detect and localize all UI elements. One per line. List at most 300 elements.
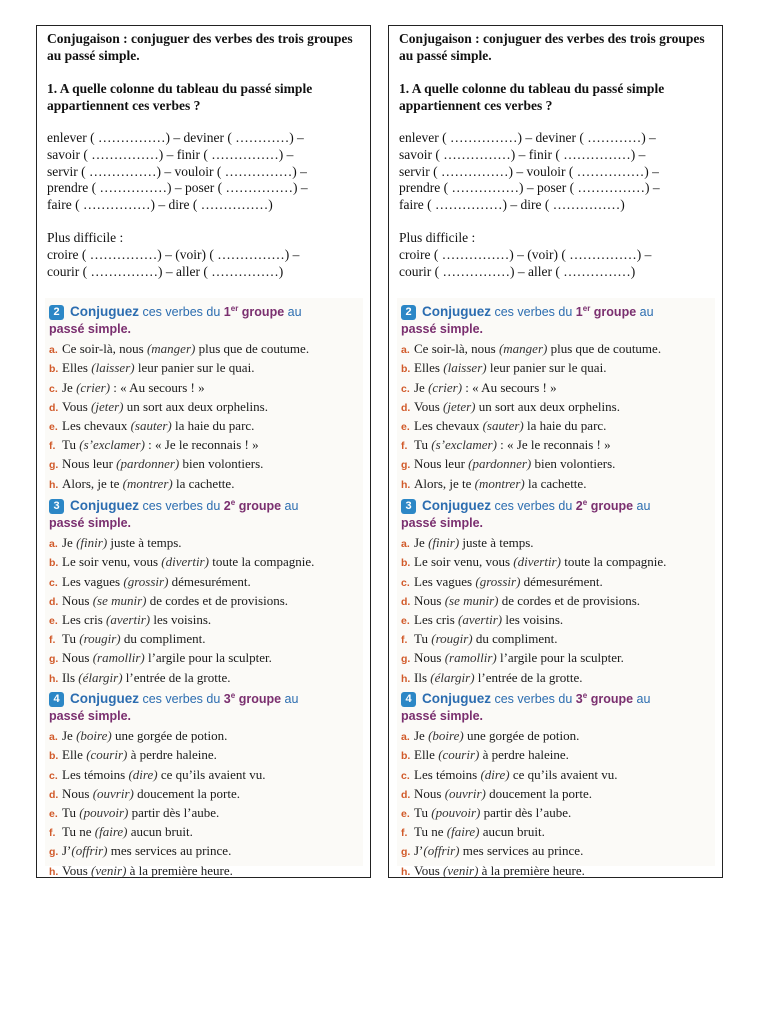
- exercise-4: [49, 687, 359, 881]
- exercise-suffix: au: [639, 305, 654, 320]
- item-text-before: Nous leur: [414, 456, 469, 472]
- item-text-before: Tu: [62, 804, 80, 820]
- item-text-after: la cachette.: [524, 475, 587, 491]
- exercise-keyword: Conjuguez: [70, 691, 139, 707]
- exercise-item: [401, 592, 711, 611]
- item-text-before: Vous: [62, 398, 92, 414]
- exercise-2: [49, 300, 359, 494]
- exercise-heading: [401, 494, 711, 515]
- item-verb: (élargir): [78, 669, 123, 685]
- item-text-after: à perdre haleine.: [127, 747, 217, 763]
- item-text-before: Les témoins: [414, 766, 481, 782]
- item-verb: (avertir): [106, 611, 151, 627]
- item-text-after: une gorgée de potion.: [463, 728, 580, 744]
- item-letter: g.: [401, 846, 411, 859]
- exercise-item: [401, 804, 711, 823]
- item-text-after: doucement la porte.: [485, 785, 593, 801]
- exercises-scan: [397, 298, 715, 878]
- exercise-item: [401, 766, 711, 785]
- item-letter: b.: [49, 557, 59, 570]
- exercise-items: [49, 727, 359, 881]
- exercise-item: [49, 785, 359, 804]
- exercise-item: [401, 455, 711, 474]
- exercise-subtitle: passé simple.: [401, 709, 483, 724]
- hard-section: [47, 230, 362, 280]
- item-text-after: à perdre haleine.: [479, 747, 569, 763]
- exercise-prefix: ces verbes du: [142, 305, 221, 320]
- item-verb: (finir): [76, 535, 108, 551]
- item-text-before: Le soir venu, vous: [62, 554, 162, 570]
- item-letter: f.: [401, 827, 408, 840]
- item-text-after: démesurément.: [520, 573, 603, 589]
- item-text-before: Les cris: [414, 611, 459, 627]
- item-text-before: Vous: [414, 398, 444, 414]
- item-letter: a.: [49, 344, 58, 357]
- exercise-ordinal-sup: e: [230, 498, 236, 507]
- verb-list: [399, 130, 714, 214]
- exercise-item: [49, 842, 359, 861]
- item-verb: (sauter): [130, 417, 172, 433]
- exercise-subtitle: passé simple.: [49, 516, 131, 531]
- item-text-after: ce qu’ils avaient vu.: [157, 766, 266, 782]
- item-text-before: Elle: [414, 747, 439, 763]
- item-letter: h.: [49, 865, 59, 878]
- hard-line: courir ( ……………) – aller ( ……………): [47, 263, 284, 279]
- exercise-suffix: au: [636, 499, 651, 514]
- item-letter: c.: [401, 382, 410, 395]
- item-letter: f.: [401, 440, 408, 453]
- exercise-item: [49, 573, 359, 592]
- exercise-group: groupe: [238, 499, 282, 514]
- item-verb: (pouvoir): [431, 804, 481, 820]
- item-verb: (dire): [128, 766, 158, 782]
- exercise-item: [401, 398, 711, 417]
- item-text-before: Tu: [62, 437, 80, 453]
- exercise-item: [49, 611, 359, 630]
- item-text-after: un sort aux deux orphelins.: [475, 398, 620, 414]
- item-verb: (venir): [443, 862, 479, 878]
- worksheet-header: [399, 30, 714, 280]
- exercise-item: [401, 746, 711, 765]
- item-letter: a.: [401, 344, 410, 357]
- item-text-after: l’entrée de la grotte.: [474, 669, 583, 685]
- exercise-item: [401, 823, 711, 842]
- item-verb: (sauter): [482, 417, 524, 433]
- item-text-before: Nous: [62, 785, 93, 801]
- item-text-before: Nous: [414, 785, 445, 801]
- item-text-before: Je: [414, 535, 429, 551]
- item-text-after: : « Je le reconnais ! »: [144, 437, 259, 453]
- item-text-after: doucement la porte.: [133, 785, 241, 801]
- item-verb: (crier): [76, 379, 111, 395]
- exercise-group: groupe: [241, 305, 285, 320]
- exercise-suffix: au: [287, 305, 302, 320]
- item-text-before: Les vagues: [62, 573, 124, 589]
- item-letter: d.: [401, 595, 411, 608]
- item-text-after: mes services au prince.: [107, 843, 232, 859]
- item-text-before: Tu ne: [414, 824, 447, 840]
- item-text-after: la haie du parc.: [523, 417, 607, 433]
- exercise-item: [49, 534, 359, 553]
- item-text-before: Je: [414, 728, 429, 744]
- exercise-item: [401, 359, 711, 378]
- item-verb: (courir): [86, 747, 128, 763]
- item-letter: f.: [49, 440, 56, 453]
- exercise-group: groupe: [590, 692, 634, 707]
- item-verb: (crier): [428, 379, 463, 395]
- exercise-item: [49, 417, 359, 436]
- exercise-ordinal: 3: [575, 692, 583, 707]
- exercise-item: [401, 436, 711, 455]
- item-letter: e.: [401, 807, 410, 820]
- item-text-after: à la première heure.: [126, 862, 233, 878]
- item-verb: (se munir): [444, 592, 499, 608]
- item-letter: a.: [49, 538, 58, 551]
- exercise-item: [49, 862, 359, 881]
- hard-title: Plus difficile :: [399, 229, 476, 245]
- item-letter: c.: [49, 382, 58, 395]
- item-verb: (faire): [94, 824, 128, 840]
- item-text-after: juste à temps.: [107, 535, 182, 551]
- exercise-4: [401, 687, 711, 881]
- item-text-before: Les témoins: [62, 766, 129, 782]
- exercise-item: [401, 727, 711, 746]
- exercise-item: [49, 553, 359, 572]
- item-text-after: partir dès l’aube.: [128, 804, 220, 820]
- item-letter: a.: [401, 731, 410, 744]
- item-verb: (avertir): [458, 611, 503, 627]
- exercise-number: 2: [49, 305, 64, 320]
- item-text-before: Nous: [414, 592, 445, 608]
- item-text-after: plus que de coutume.: [547, 341, 662, 357]
- item-text-before: Les chevaux: [414, 417, 483, 433]
- exercise-item: [401, 379, 711, 398]
- exercise-prefix: ces verbes du: [142, 692, 221, 707]
- item-verb: (montrer): [474, 475, 525, 491]
- exercise-ordinal-sup: e: [582, 498, 588, 507]
- item-letter: d.: [401, 788, 411, 801]
- exercise-item: [49, 804, 359, 823]
- exercise-item: [401, 785, 711, 804]
- exercise-item: [49, 746, 359, 765]
- exercise-subtitle: passé simple.: [401, 516, 483, 531]
- exercise-keyword: Conjuguez: [422, 691, 491, 707]
- item-text-after: de cordes et de provisions.: [498, 592, 641, 608]
- exercise-keyword: Conjuguez: [422, 304, 491, 320]
- item-text-after: l’argile pour la sculpter.: [144, 650, 272, 666]
- item-text-after: une gorgée de potion.: [111, 728, 228, 744]
- item-text-before: J’: [414, 843, 424, 859]
- item-text-before: Je: [414, 379, 429, 395]
- item-text-before: Nous: [62, 650, 93, 666]
- worksheet-title: Conjugaison : conjuguer des verbes des trois groupes au passé simple.: [47, 31, 353, 63]
- exercise-item: [49, 630, 359, 649]
- item-text-before: Tu: [414, 631, 432, 647]
- hard-line: courir ( ……………) – aller ( ……………): [399, 263, 636, 279]
- worksheet-header: [47, 30, 362, 280]
- worksheet-card-left: [36, 25, 371, 878]
- item-letter: h.: [49, 478, 59, 491]
- item-text-before: Nous leur: [62, 456, 117, 472]
- item-text-before: Les vagues: [414, 573, 476, 589]
- item-text-after: les voisins.: [150, 611, 212, 627]
- exercise-ordinal-sup: er: [230, 304, 239, 313]
- item-letter: g.: [49, 653, 59, 666]
- hard-title: Plus difficile :: [47, 229, 124, 245]
- hard-line: croire ( ……………) – (voir) ( ……………) –: [47, 246, 300, 262]
- exercise-item: [401, 534, 711, 553]
- item-text-after: bien volontiers.: [179, 456, 264, 472]
- exercise-items: [401, 340, 711, 494]
- item-letter: b.: [401, 557, 411, 570]
- exercise-item: [401, 862, 711, 881]
- item-text-after: leur panier sur le quai.: [134, 360, 255, 376]
- item-letter: a.: [401, 538, 410, 551]
- exercise-items: [401, 727, 711, 881]
- item-text-after: partir dès l’aube.: [480, 804, 572, 820]
- exercise-item: [401, 553, 711, 572]
- item-text-before: Ce soir-là, nous: [414, 341, 499, 357]
- item-letter: e.: [401, 614, 410, 627]
- item-letter: c.: [49, 576, 58, 589]
- exercise-item: [49, 823, 359, 842]
- worksheet-card-right: [388, 25, 723, 878]
- exercise-group: groupe: [590, 499, 634, 514]
- item-text-after: aucun bruit.: [479, 824, 545, 840]
- item-text-after: : « Je le reconnais ! »: [496, 437, 611, 453]
- item-letter: e.: [49, 614, 58, 627]
- item-text-before: Je: [62, 535, 77, 551]
- item-verb: (faire): [446, 824, 480, 840]
- item-text-after: aucun bruit.: [127, 824, 193, 840]
- item-letter: h.: [401, 865, 411, 878]
- item-letter: a.: [49, 731, 58, 744]
- item-text-after: démesurément.: [168, 573, 251, 589]
- exercise-item: [49, 340, 359, 359]
- item-letter: b.: [49, 750, 59, 763]
- item-text-after: du compliment.: [472, 631, 558, 647]
- item-text-before: Le soir venu, vous: [414, 554, 514, 570]
- exercise-item: [49, 359, 359, 378]
- item-text-after: leur panier sur le quai.: [486, 360, 607, 376]
- exercise-items: [401, 534, 711, 688]
- exercise-prefix: ces verbes du: [494, 499, 573, 514]
- verb-line: enlever ( ……………) – deviner ( …………) –: [399, 130, 656, 145]
- exercise-2: [401, 300, 711, 494]
- item-text-before: Elles: [414, 360, 444, 376]
- item-text-before: Nous: [414, 650, 445, 666]
- item-verb: (finir): [428, 535, 460, 551]
- item-text-after: ce qu’ils avaient vu.: [509, 766, 618, 782]
- item-letter: c.: [401, 769, 410, 782]
- item-letter: e.: [401, 420, 410, 433]
- item-text-after: bien volontiers.: [531, 456, 616, 472]
- item-letter: h.: [49, 672, 59, 685]
- item-text-after: mes services au prince.: [459, 843, 584, 859]
- exercise-group: groupe: [238, 692, 282, 707]
- exercise-keyword: Conjuguez: [70, 304, 139, 320]
- exercise-ordinal-sup: e: [582, 691, 588, 700]
- item-verb: (offrir): [71, 843, 108, 859]
- item-verb: (courir): [438, 747, 480, 763]
- exercise-item: [401, 573, 711, 592]
- exercise-heading: [401, 687, 711, 708]
- item-letter: d.: [49, 788, 59, 801]
- exercise-item: [49, 398, 359, 417]
- item-letter: g.: [49, 459, 59, 472]
- item-text-before: Elle: [62, 747, 87, 763]
- worksheet-title: Conjugaison : conjuguer des verbes des trois groupes au passé simple.: [399, 31, 705, 63]
- exercise-item: [401, 475, 711, 494]
- exercise-ordinal: 1: [575, 305, 583, 320]
- exercise-items: [49, 534, 359, 688]
- item-text-before: Vous: [62, 862, 92, 878]
- item-text-before: Alors, je te: [414, 475, 475, 491]
- exercise-heading: [49, 687, 359, 708]
- item-verb: (jeter): [443, 398, 476, 414]
- exercise-ordinal-sup: er: [582, 304, 591, 313]
- exercise-subtitle: passé simple.: [49, 709, 131, 724]
- exercise-item: [401, 340, 711, 359]
- item-letter: b.: [401, 363, 411, 376]
- item-text-before: J’: [62, 843, 72, 859]
- item-text-before: Alors, je te: [62, 475, 123, 491]
- item-letter: g.: [401, 653, 411, 666]
- item-verb: (laisser): [91, 360, 135, 376]
- item-text-before: Les cris: [62, 611, 107, 627]
- exercise-number: 3: [401, 499, 416, 514]
- exercise-ordinal-sup: e: [230, 691, 236, 700]
- exercise-ordinal: 2: [223, 499, 231, 514]
- exercise-keyword: Conjuguez: [70, 498, 139, 514]
- item-verb: (se munir): [92, 592, 147, 608]
- item-letter: b.: [49, 363, 59, 376]
- exercise-3: [401, 494, 711, 688]
- exercise-item: [49, 379, 359, 398]
- exercise-item: [401, 630, 711, 649]
- item-verb: (boire): [428, 728, 464, 744]
- item-text-after: l’argile pour la sculpter.: [496, 650, 624, 666]
- hard-section: [399, 230, 714, 280]
- item-verb: (ouvrir): [444, 785, 486, 801]
- item-text-after: plus que de coutume.: [195, 341, 310, 357]
- exercise-suffix: au: [284, 499, 299, 514]
- exercise-item: [49, 592, 359, 611]
- verb-line: faire ( ……………) – dire ( ……………): [47, 197, 273, 213]
- item-text-after: la haie du parc.: [171, 417, 255, 433]
- verb-line: faire ( ……………) – dire ( ……………): [399, 197, 625, 213]
- item-verb: (ouvrir): [92, 785, 134, 801]
- item-verb: (manger): [146, 341, 196, 357]
- verb-line: enlever ( ……………) – deviner ( …………) –: [47, 130, 304, 145]
- item-verb: (ramollir): [444, 650, 497, 666]
- exercise-item: [401, 417, 711, 436]
- exercise-item: [49, 649, 359, 668]
- exercise-3: [49, 494, 359, 688]
- item-verb: (ramollir): [92, 650, 145, 666]
- item-letter: d.: [49, 595, 59, 608]
- item-verb: (divertir): [513, 554, 561, 570]
- item-letter: c.: [401, 576, 410, 589]
- item-text-after: de cordes et de provisions.: [146, 592, 289, 608]
- exercise-suffix: au: [284, 692, 299, 707]
- item-letter: f.: [49, 827, 56, 840]
- item-verb: (s’exclamer): [431, 437, 497, 453]
- item-verb: (pardonner): [468, 456, 532, 472]
- item-verb: (offrir): [423, 843, 460, 859]
- item-text-after: toute la compagnie.: [208, 554, 315, 570]
- exercise-heading: [401, 300, 711, 321]
- item-verb: (boire): [76, 728, 112, 744]
- verb-line: servir ( ……………) – vouloir ( ……………) –: [47, 163, 307, 179]
- exercise-subtitle: passé simple.: [49, 322, 131, 337]
- exercise-item: [49, 475, 359, 494]
- item-verb: (dire): [480, 766, 510, 782]
- item-verb: (montrer): [122, 475, 173, 491]
- hard-line: croire ( ……………) – (voir) ( ……………) –: [399, 246, 652, 262]
- item-verb: (élargir): [430, 669, 475, 685]
- verb-line: savoir ( ……………) – finir ( ……………) –: [47, 146, 294, 162]
- exercise-item: [49, 455, 359, 474]
- item-text-after: un sort aux deux orphelins.: [123, 398, 268, 414]
- exercise-prefix: ces verbes du: [494, 305, 573, 320]
- verb-line: prendre ( ……………) – poser ( ……………) –: [399, 180, 660, 196]
- exercise-prefix: ces verbes du: [142, 499, 221, 514]
- question-1: 1. A quelle colonne du tableau du passé simple appartiennent ces verbes ?: [399, 81, 665, 113]
- item-verb: (divertir): [161, 554, 209, 570]
- item-letter: h.: [401, 672, 411, 685]
- item-letter: d.: [401, 401, 411, 414]
- exercise-items: [49, 340, 359, 494]
- verb-list: [47, 130, 362, 214]
- item-letter: b.: [401, 750, 411, 763]
- item-text-after: du compliment.: [120, 631, 206, 647]
- exercise-item: [401, 649, 711, 668]
- verb-line: savoir ( ……………) – finir ( ……………) –: [399, 146, 646, 162]
- item-text-before: Tu: [414, 804, 432, 820]
- item-verb: (grossir): [123, 573, 169, 589]
- item-letter: g.: [401, 459, 411, 472]
- item-verb: (jeter): [91, 398, 124, 414]
- item-text-after: : « Au secours ! »: [110, 379, 205, 395]
- item-text-before: Ce soir-là, nous: [62, 341, 147, 357]
- item-verb: (rougir): [79, 631, 121, 647]
- exercise-ordinal: 3: [223, 692, 231, 707]
- item-letter: d.: [49, 401, 59, 414]
- exercise-item: [49, 727, 359, 746]
- item-verb: (pardonner): [116, 456, 180, 472]
- exercise-item: [49, 669, 359, 688]
- exercise-keyword: Conjuguez: [422, 498, 491, 514]
- exercise-item: [49, 436, 359, 455]
- item-verb: (manger): [498, 341, 548, 357]
- item-verb: (grossir): [475, 573, 521, 589]
- item-letter: g.: [49, 846, 59, 859]
- verb-line: servir ( ……………) – vouloir ( ……………) –: [399, 163, 659, 179]
- item-text-after: juste à temps.: [459, 535, 534, 551]
- item-letter: c.: [49, 769, 58, 782]
- item-letter: e.: [49, 420, 58, 433]
- item-letter: f.: [401, 634, 408, 647]
- item-text-before: Les chevaux: [62, 417, 131, 433]
- exercise-heading: [49, 494, 359, 515]
- item-text-after: à la première heure.: [478, 862, 585, 878]
- exercise-prefix: ces verbes du: [494, 692, 573, 707]
- item-text-after: toute la compagnie.: [560, 554, 667, 570]
- exercise-group: groupe: [593, 305, 637, 320]
- exercise-number: 3: [49, 499, 64, 514]
- item-verb: (s’exclamer): [79, 437, 145, 453]
